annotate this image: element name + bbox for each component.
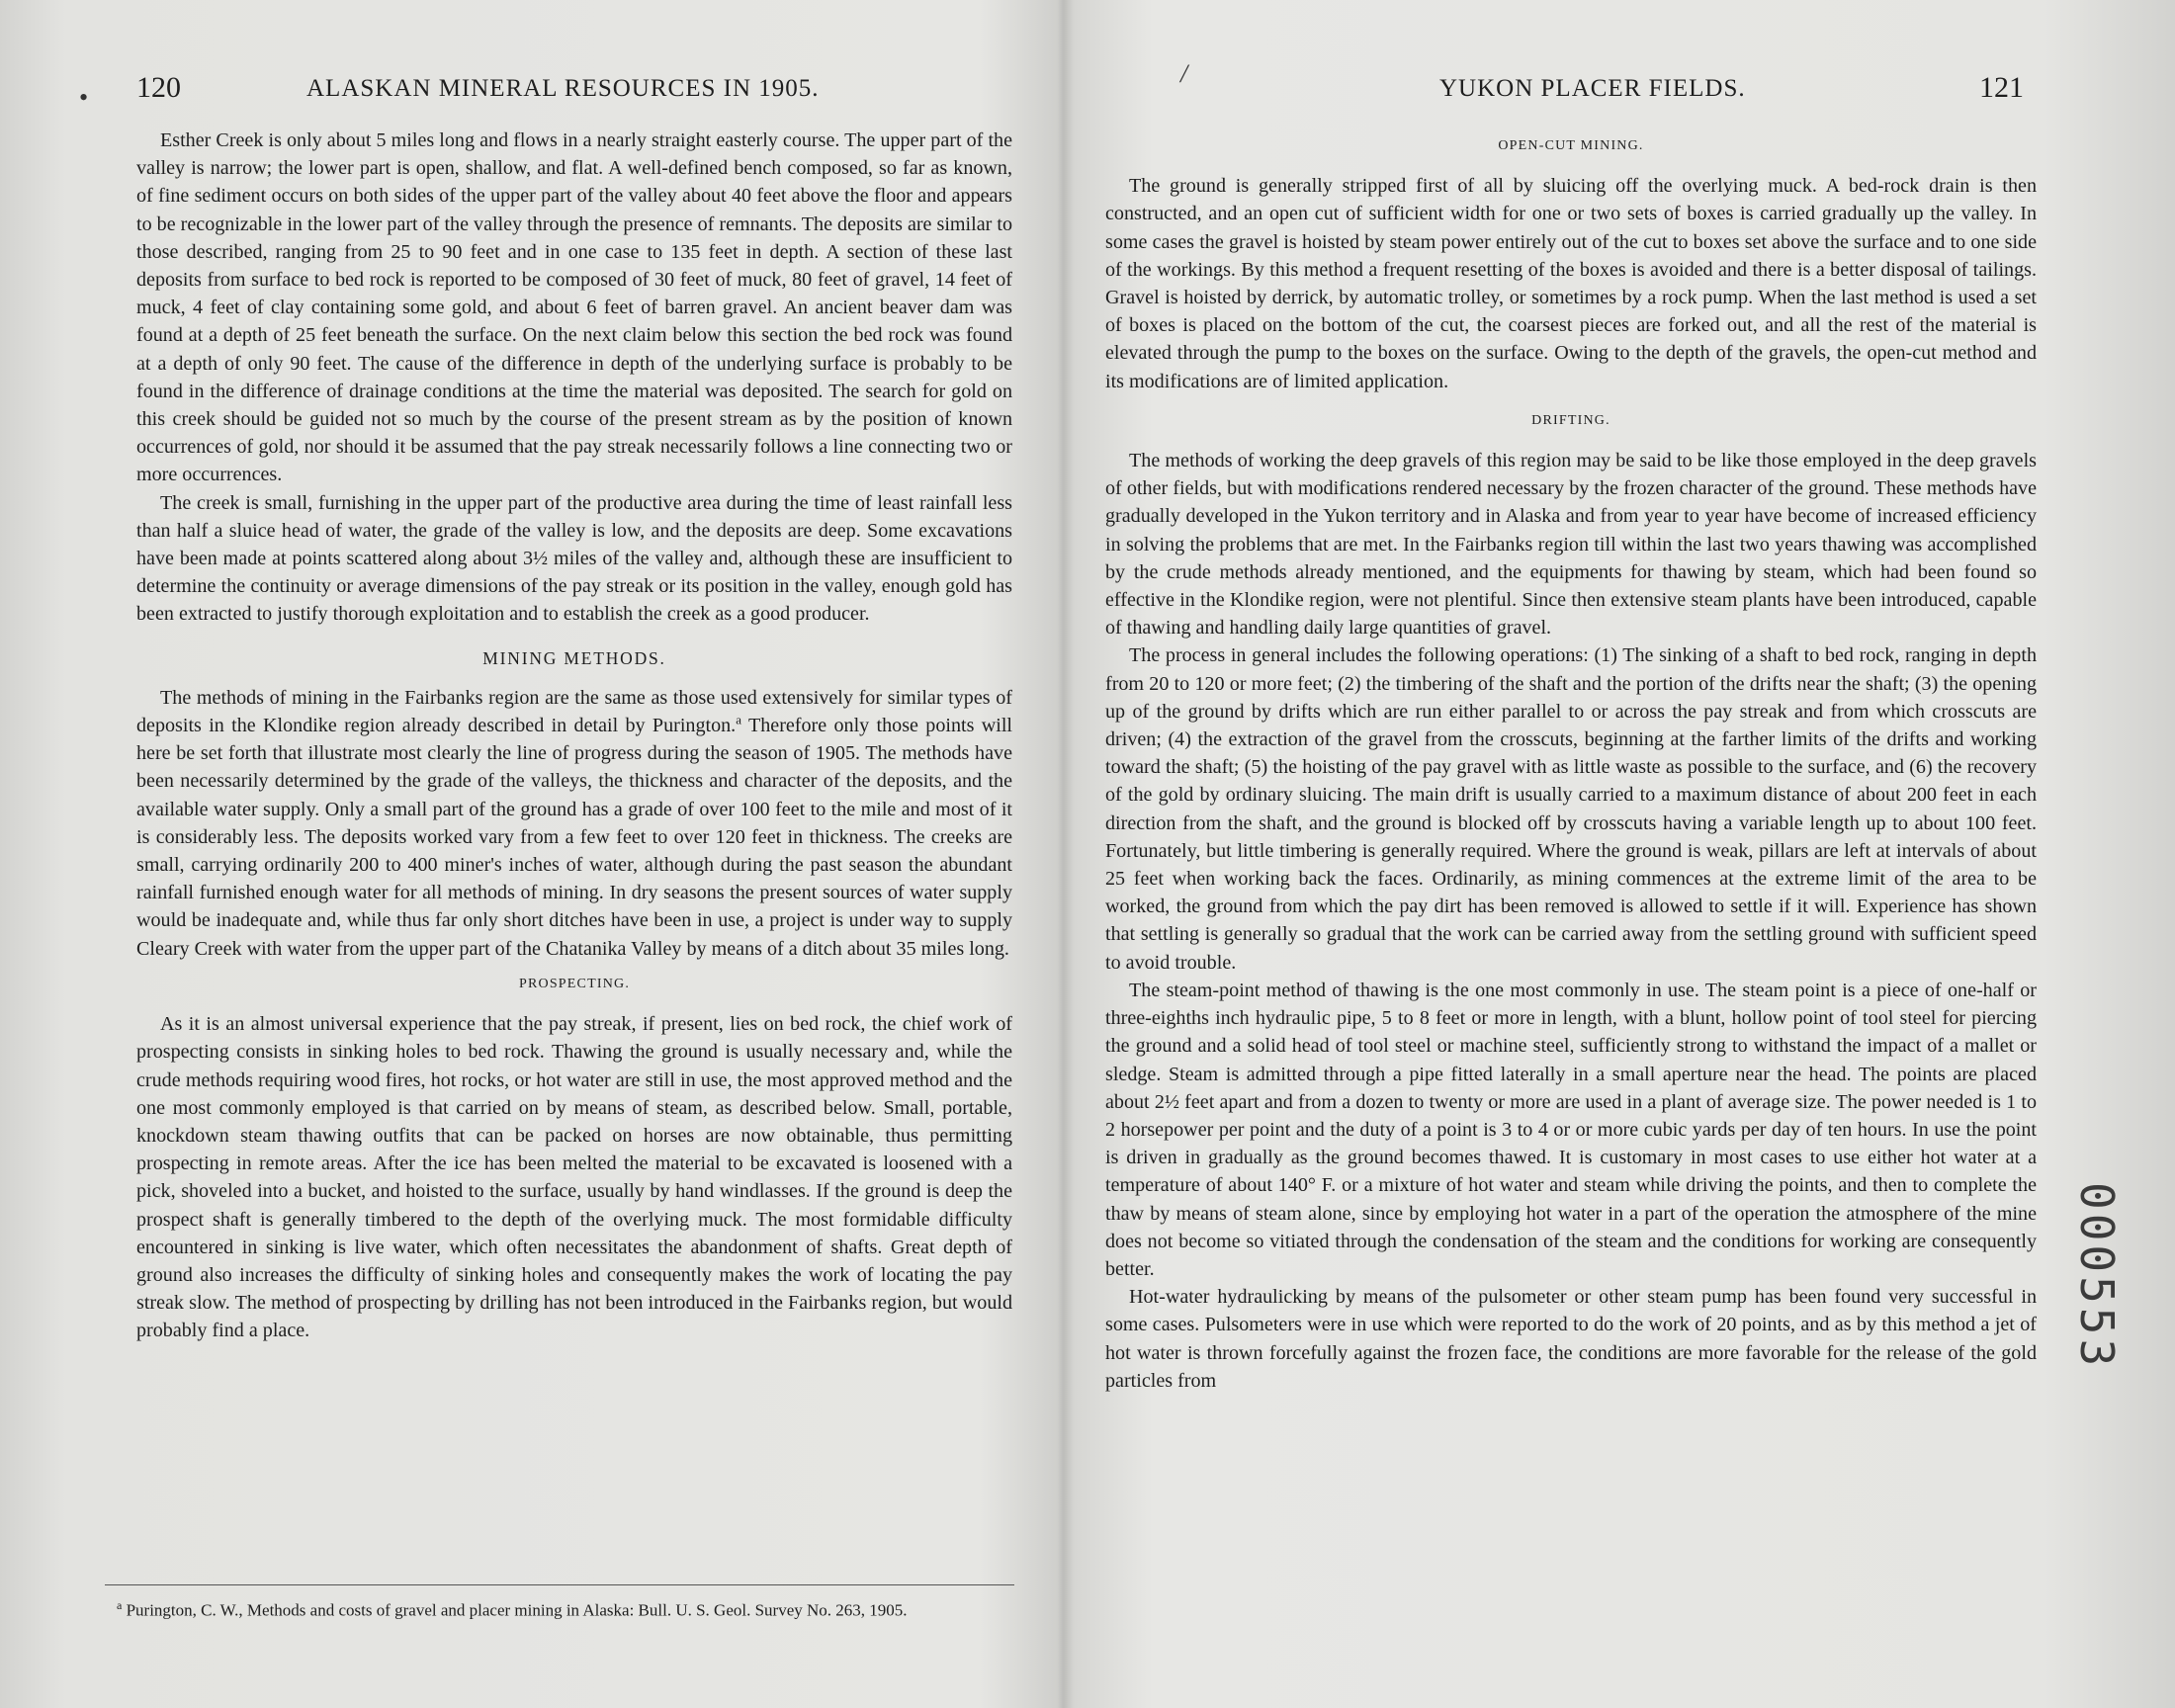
archive-stamp-number: 000553 xyxy=(2070,1182,2124,1371)
section-heading-prospecting: PROSPECTING. xyxy=(518,976,631,991)
section-heading-drifting: DRIFTING. xyxy=(1531,412,1610,428)
right-text-column xyxy=(1105,132,2037,1395)
mining-paragraph-start: The methods of mining in the Fairbanks region are the same as those used extensively for similar types of deposits in the Klondike region already described in detail by Purington. xyxy=(136,686,1012,737)
footnote-text: Purington, C. W., Methods and costs of gravel and placer mining in Alaska: Bull. U. S. Geol. Survey No. 263, 1905. xyxy=(122,1600,908,1620)
footnote-rule xyxy=(105,1584,1014,1585)
paragraph: The steam-point method of thawing is the one most commonly in use. The steam point is a piece of one-half or three-eighths inch hydraulic pipe, 5 to 8 feet or more in length, with a blunt, hollow point of tool steel for piercing the ground and a solid head of tool steel or machine steel, sufficiently strong to withstand the impact of a mallet or sledge. Steam is admitted through a pipe fitted laterally in a small aperture near the head. The points are placed about 2½ feet apart and from a dozen to twenty or more are used in a plant of average size. The power needed is 1 to 2 horsepower per point and the duty of a point is 3 to 4 or or more cubic yards per day of ten hours. In use the point is driven in gradually as the ground becomes thawed. It is customary in most cases to use either hot water at a temperature of about 140° F. or a mixture of hot water and steam while driving the points, and then to complete the thaw by means of steam alone, since by employing hot water in a part of the operation the atmosphere of the mine does not become so vitiated through the condensation of the steam and the conditions for working are consequently better. xyxy=(1105,979,2037,1280)
left-running-title: ALASKAN MINERAL RESOURCES IN 1905. xyxy=(306,75,820,102)
paragraph: Esther Creek is only about 5 miles long and flows in a nearly straight easterly course. The upper part of the valley is narrow; the lower part is open, shallow, and flat. A well-defined bench composed, so far as known, of fine sediment occurs on both sides of the upper part of the valley about 40 feet above the floor and appears to be recognizable in the lower part of the valley through the presence of remnants. The deposits are similar to those described, ranging from 25 to 90 feet and in one case to 135 feet in depth. A section of these last deposits from surface to bed rock is reported to be composed of 30 feet of muck, 80 feet of gravel, 14 feet of muck, 4 feet of clay containing some gold, and about 6 feet of barren gravel. An ancient beaver dam was found at a depth of 25 feet beneath the surface. On the next claim below this section the bed rock was found at a depth of only 90 feet. The cause of the difference in depth of the underlying surface is probably to be found in the difference of drainage conditions at the time the material was deposited. The search for gold on this creek should be guided not so much by the course of the present stream as by the position of known occurrences of gold, nor should it be assumed that the pay streak necessarily follows a line connecting two or more occurrences. xyxy=(136,129,1012,486)
paragraph: As it is an almost universal experience that the pay streak, if present, lies on bed rock, the chief work of prospecting consists in sinking holes to bed rock. Thawing the ground is usually necessary and, while the crude methods requiring wood fires, hot rocks, or hot water are still in use, the most approved method and the one most commonly employed is that carried on by means of steam, as described below. Small, portable, knockdown steam thawing outfits that can be packed on horses are now obtainable, thus permitting prospecting in remote areas. After the ice has been melted the material to be excavated is loosened with a pick, shoveled into a bucket, and hoisted to the surface, usually by hand windlasses. If the ground is deep the prospect shaft is generally timbered to the depth of the overlying muck. The most formidable difficulty encountered in sinking is live water, which often necessitates the abandonment of shafts. Great depth of ground also increases the difficulty of sinking holes and consequently makes the work of locating the pay streak slow. The method of prospecting by drilling has not been introduced in the Fairbanks region, but would probably find a place. xyxy=(136,1013,1012,1342)
footnote-mark: a xyxy=(117,1598,123,1612)
left-text-column xyxy=(136,127,1012,1345)
paragraph: The methods of working the deep gravels of this region may be said to be like those employed in the deep gravels of other fields, but with modifications rendered necessary by the frozen character of the ground. These methods have gradually developed in the Yukon territory and in Alaska and from year to year have become of increased efficiency in solving the problems that are met. In the Fairbanks region till within the last two years thawing was accomplished by the crude methods already mentioned, and the equipments for thawing by steam, which had been found so effective in the Klondike region, were not plentiful. Since then extensive steam plants have been introduced, capable of thawing and handling daily large quantities of gravel. xyxy=(1105,450,2037,640)
right-page-number: 121 xyxy=(1979,71,2024,104)
footnote-reference: a xyxy=(736,712,741,727)
left-header xyxy=(136,71,868,105)
paragraph: The creek is small, furnishing in the upper part of the productive area during the time of least rainfall less than half a sluice head of water, the grade of the valley is low, and the deposits are deep. Some excavations have been made at points scattered along about 3½ miles of the valley and, although these are insufficient to determine the continuity or average dimensions of the pay streak or its position in the valley, enough gold has been extracted to justify thorough exploitation and to establish the creek as a good producer. xyxy=(136,491,1012,626)
paragraph: The process in general includes the following operations: (1) The sinking of a shaft to bed rock, ranging in depth from 20 to 120 or more feet; (2) the timbering of the shaft and the portion of the drifts near the shaft; (3) the opening up of the ground by drifts which are run either parallel to or across the pay streak and from which crosscuts are driven; (4) the extraction of the gravel from the crosscuts, beginning at the farther limits of the drifts and working toward the shaft; (5) the hoisting of the pay gravel with as little waste as possible to the surface, and (6) the recovery of the gold by ordinary sluicing. The main drift is usually carried to a maximum distance of about 200 feet in each direction from the shaft, and the ground is blocked off by crosscuts having a variable length up to about 100 feet. Fortunately, but little timbering is generally required. Where the ground is weak, pillars are left at intervals of about 25 feet when working back the faces. Ordinarily, as mining commences at the extreme limit of the area to be worked, the ground from which the pay dirt has been removed is allowed to settle if it will. Experience has shown that settling is generally so gradual that the work can be carried away from the settling ground with sufficient speed to avoid trouble. xyxy=(1105,644,2037,974)
footnote xyxy=(117,1595,1016,1621)
left-page-number: 120 xyxy=(136,71,181,104)
paragraph: Hot-water hydraulicking by means of the pulsometer or other steam pump has been found very successful in some cases. Pulsometers were in use which were reported to do the work of 20 points, and as by this method a jet of hot water is thrown forcefully against the frozen face, the conditions are more favorable for the release of the gold particles from xyxy=(1105,1286,2037,1392)
paragraph: The ground is generally stripped first of all by sluicing off the overlying muck. A bed-rock drain is then constructed, and an open cut of sufficient width for one or two sets of boxes is carried gradually up the valley. In some cases the gravel is hoisted by steam power entirely out of the cut to boxes set above the surface and to one side of the workings. By this method a frequent resetting of the boxes is avoided and there is a better disposal of tailings. Gravel is hoisted by derrick, by automatic trolley, or sometimes by a rock pump. When the last method is used a set of boxes is placed on the bottom of the cut, the coarsest pieces are forked out, and all the rest of the material is elevated through the pump to the boxes on the surface. Owing to the depth of the gravels, the open-cut method and its modifications are of limited application. xyxy=(1105,175,2037,392)
margin-mark: / xyxy=(1180,59,1188,88)
section-heading-mining-methods: MINING METHODS. xyxy=(482,647,666,668)
section-heading-open-cut: OPEN-CUT MINING. xyxy=(1498,138,1644,153)
mining-paragraph-rest: Therefore only those points will here be set forth that illustrate most clearly the line of progress during the season of 1905. The methods have been necessarily determined by the grade of the valleys, the thickness and character of the deposits, and the available water supply. Only a small part of the ground has a grade of over 100 feet to the mile and most of it is considerably less. The deposits worked vary from a few feet to over 120 feet in thickness. The creeks are small, carrying ordinarily 200 to 400 miner's inches of water, although during the past season the abundant rainfall furnished enough water for all methods of mining. In dry seasons the present sources of water supply would be inadequate and, while thus far only short ditches have been in use, a project is under way to supply Cleary Creek with water from the upper part of the Chatanika Valley by means of a ditch about 35 miles long. xyxy=(136,715,1012,960)
right-running-title: YUKON PLACER FIELDS. xyxy=(1439,75,1746,102)
margin-dot: • xyxy=(79,83,89,112)
paragraph xyxy=(136,684,1012,963)
